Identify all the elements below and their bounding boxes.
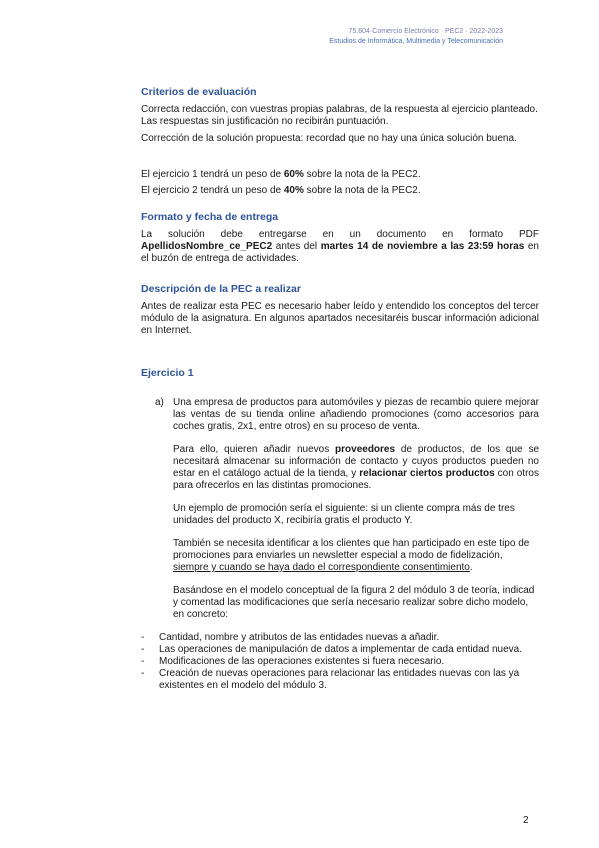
list-item: - Las operaciones de manipulación de datos a implementar de cada entidad nueva.	[141, 644, 523, 655]
course-subtitle: Estudios de Informática, Multimedia y Telecomunicación	[329, 37, 503, 45]
formato-text: La solución debe entregarse en un documento en formato PDF ApellidosNombre_ce_PEC2 antes del martes 14 de noviembre a las 23:59 horas en el buzón de entrega de actividades.	[141, 229, 539, 264]
peso-ejercicio-2: El ejercicio 2 tendrá un peso de 40% sobre la nota de la PEC2.	[141, 185, 421, 196]
peso-ejercicio-1: El ejercicio 1 tendrá un peso de 60% sobre la nota de la PEC2.	[141, 169, 421, 180]
list-item: - Modificaciones de las operaciones existentes si fuera necesario.	[141, 656, 445, 667]
requirements-list	[141, 632, 539, 692]
page-number: 2	[523, 815, 529, 826]
ejercicio-p2: Para ello, quieren añadir nuevos proveedores de productos, de los que se necesitará almacenar su información de contacto y cuyos productos pueden no estar en el catálogo actual de la tienda, y relacionar ciertos productos con otros para ofrecerlos en las distintas promociones.	[173, 444, 540, 491]
ejercicio-p1: Una empresa de productos para automóviles y piezas de recambio quiere mejorar las ventas de su tienda online añadiendo promociones (como accesorios para coches gratis, 2x1, entre otros) en su proceso de venta.	[173, 397, 539, 432]
criterios-p1: Correcta redacción, con vuestras propias palabras, de la respuesta al ejercicio planteado. Las respuestas sin justificación no recibirán puntuación.	[141, 104, 538, 127]
list-item: - Creación de nuevas operaciones para relacionar las entidades nuevas con las ya existentes en el modelo del módulo 3.	[141, 668, 520, 691]
section-title-descripcion: Descripción de la PEC a realizar	[141, 283, 301, 295]
list-item: - Cantidad, nombre y atributos de las entidades nuevas a añadir.	[141, 632, 440, 643]
ejercicio-p5: Basándose en el modelo conceptual de la figura 2 del módulo 3 de teoría, indicad y comentad las modificaciones que sería necesario realizar sobre dicho modelo, en concreto:	[173, 585, 535, 620]
page-header	[329, 27, 503, 46]
ejercicio-p3: Un ejemplo de promoción sería el siguiente: si un cliente compra más de tres unidades del producto X, recibiría gratis el producto Y.	[173, 503, 515, 526]
item-label: a)	[155, 397, 164, 408]
section-title-formato: Formato y fecha de entrega	[141, 211, 279, 223]
document-body	[141, 86, 539, 692]
ejercicio-a	[155, 397, 540, 621]
ejercicio-p4: También se necesita identificar a los clientes que han participado en este tipo de promociones para enviarles un newsletter especial a modo de fidelización, siempre y cuando se haya dado el correspondiente consentimiento.	[173, 538, 530, 573]
criterios-p2: Corrección de la solución propuesta: recordad que no hay una única solución buena.	[141, 133, 517, 144]
section-title-criterios: Criterios de evaluación	[141, 86, 257, 98]
descripcion-text: Antes de realizar esta PEC es necesario haber leído y entendido los conceptos del tercer módulo de la asignatura. En algunos apartados necesitaréis buscar información adicional en Internet.	[141, 301, 539, 336]
section-title-ejercicio-1: Ejercicio 1	[141, 367, 194, 379]
course-title: 75.604·Comercio Electrónico · PEC2 · 2022-2023	[348, 28, 503, 35]
